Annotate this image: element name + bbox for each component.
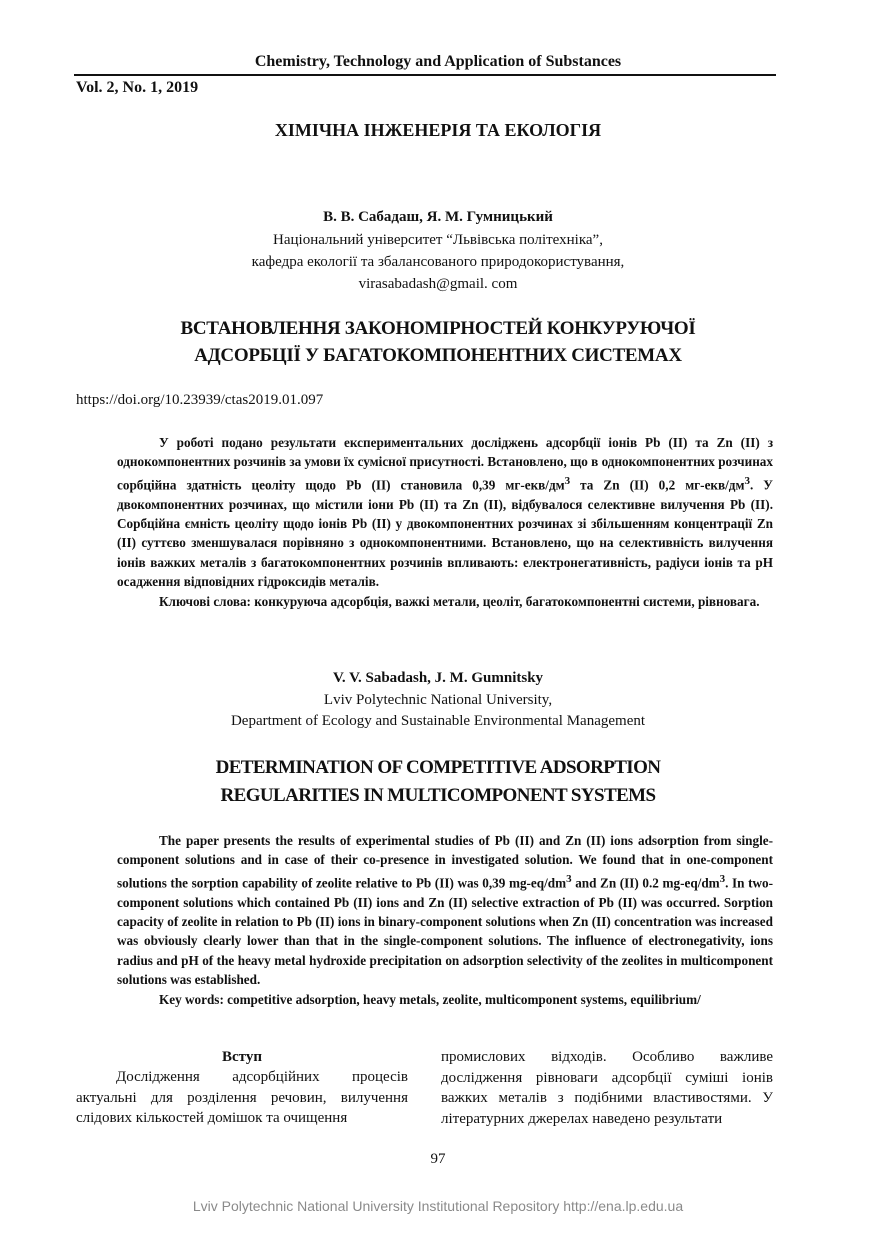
affiliation-en-line-1: Lviv Polytechnic National University, (323, 692, 553, 708)
abstract-uk-text: У роботі подано результати експериментальних досліджень адсорбції іонів Pb (II) та Zn (II) з однокомпонентних розчинів за умови їх сумісної присутності. Встановлено, що в однокомпонентних розчинах сорбційна здатність цеоліту щодо Pb (II) становила 0,39 $мг-екв/дм^3$ та Zn (II) 0,2 $мг-екв/дм^3$. У двокомпонентних розчинах, що містили іони Pb (II) та Zn (II), відбувалося селективне вилучення Pb (II). Сорбційна ємність цеоліту щодо іонів Pb (II) у двокомпонентних розчинах зі збільшенням концентрації Zn (II) суттєво зменшувалася порівняно з однокомпонентними. Встановлено, що на селективність вилучення іонів важких металів з багатокомпонентних розчинів впливають: електронегативність, радіуси іонів та pH осадження відповідних гідроксидів металів. (117, 435, 773, 590)
section-title: ХІМІЧНА ІНЖЕНЕРІЯ ТА ЕКОЛОГІЯ (274, 120, 602, 140)
authors-uk: В. В. Сабадаш, Я. М. Гумницький (323, 209, 553, 225)
article-title-uk-line-1: ВСТАНОВЛЕННЯ ЗАКОНОМІРНОСТЕЙ КОНКУРУЮЧОЇ (180, 318, 696, 339)
article-title-en-line-2: REGULARITIES IN MULTICOMPONENT SYSTEMS (220, 785, 656, 806)
doi-link[interactable]: https://doi.org/10.23939/ctas2019.01.097 (76, 392, 324, 408)
page-number: 97 (430, 1151, 446, 1167)
abstract-en-text: The paper presents the results of experimental studies of Pb (II) and Zn (II) ions adsorption from single-component solutions and in case of their co-presence in investigated solution. We found that in one-component solutions the sorption capability of zeolite relative to Pb (II) was 0,39 $mg-eq/dm^3$ and Zn (II) 0.2 $mg-eq/dm^3$. In two-component solutions which contained Pb (II) ions and Zn (II) selective extraction of Pb (II) was occurred. Sorption capacity of zeolite in relation to Pb (II) ions in binary-component solutions when Zn (II) concentration was increased was obviously clearly lower than that in the single-component solutions. The influence of electronegativity, ions radius and pH of the heavy metal hydroxide precipitation on adsorption selectivity of the zeolites in multicomponent solutions was established. (117, 833, 773, 988)
intro-left-column (76, 1047, 408, 1129)
journal-title: Chemistry, Technology and Application of Substances (254, 53, 622, 70)
header-rule (74, 74, 776, 76)
author-email[interactable]: virasabadash@gmail. com (358, 276, 518, 292)
abstract-uk (117, 433, 773, 611)
affiliation-uk-line-1: Національний університет “Львівська політехніка”, (273, 232, 603, 248)
affiliation-en-line-2: Department of Ecology and Sustainable Environmental Management (230, 713, 646, 729)
intro-heading: Вступ (222, 1049, 262, 1065)
intro-right-text: промислових відходів. Особливо важливе дослідження рівноваги адсорбції суміші іонів важких металів з подібними властивостями. У літературних джерелах наведено результати (441, 1049, 773, 1127)
intro-left-text: Дослідження адсорбційних процесів актуальні для розділення речовин, вилучення слідових кількостей домішок та очищення (76, 1069, 408, 1126)
keywords-uk: Ключові слова: конкуруюча адсорбція, важкі метали, цеоліт, багатокомпонентні системи, рівновага. (159, 593, 760, 609)
article-title-en-line-1: DETERMINATION OF COMPETITIVE ADSORPTION (215, 757, 661, 778)
intro-right-column (441, 1047, 773, 1129)
repository-footer: Lviv Polytechnic National University Institutional Repository http://ena.lp.edu.ua (192, 1198, 684, 1214)
volume-info: Vol. 2, No. 1, 2019 (76, 79, 199, 96)
affiliation-uk-line-2: кафедра екології та збалансованого природокористування, (251, 254, 625, 270)
abstract-en (117, 831, 773, 1009)
authors-en: V. V. Sabadash, J. M. Gumnitsky (332, 670, 544, 686)
article-title-uk-line-2: АДСОРБЦІЇ У БАГАТОКОМПОНЕНТНИХ СИСТЕМАХ (194, 345, 682, 366)
keywords-en: Key words: competitive adsorption, heavy metals, zeolite, multicomponent systems, equilibrium/ (159, 991, 701, 1007)
